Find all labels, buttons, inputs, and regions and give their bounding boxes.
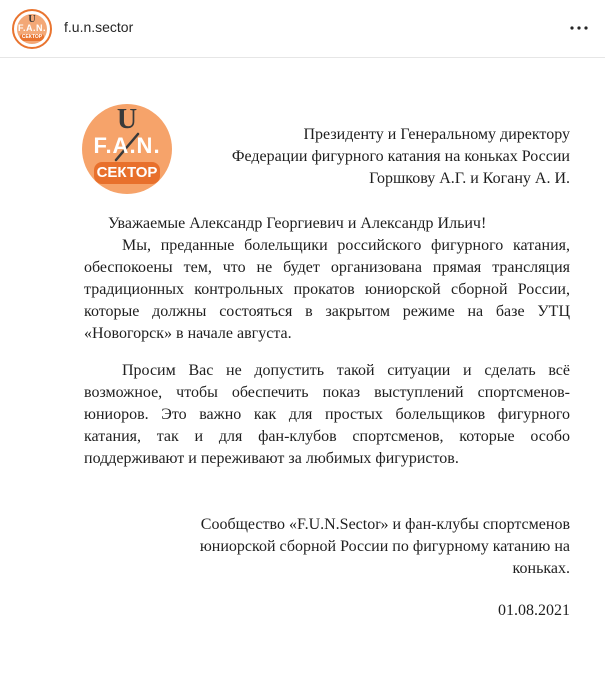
signature-block bbox=[110, 514, 570, 580]
addressee-line: Федерации фигурного катания на коньках России bbox=[231, 148, 570, 165]
addressee-line: Президенту и Генеральному директору bbox=[303, 126, 570, 143]
avatar[interactable] bbox=[12, 9, 52, 49]
username-link[interactable]: f.u.n.sector bbox=[64, 19, 134, 35]
more-horizontal-icon bbox=[567, 16, 591, 40]
logo-u: U bbox=[116, 104, 138, 135]
more-options-button[interactable] bbox=[567, 16, 591, 40]
avatar-logo-u: U bbox=[28, 14, 36, 25]
avatar-logo bbox=[17, 14, 47, 44]
signature-line: юниорской сборной России по фигурному катанию на bbox=[199, 538, 570, 555]
avatar-logo-sektor: СЕКТОР bbox=[21, 34, 43, 40]
post-image-letter bbox=[0, 58, 605, 679]
paragraph-plea: Просим Вас не допустить такой ситуации и сделать всё возможное, чтобы обеспечить показ выступлений спортсменов-юниоров. Это важно как для простых болельщиков фигурного катания, так и для фан-клубов спортсменов, которые особо поддерживают и переживают за любимых фигуристов. bbox=[84, 362, 570, 467]
greeting: Уважаемые Александр Георгиевич и Александр Ильич! bbox=[108, 215, 487, 232]
signature-line: коньках. bbox=[512, 560, 570, 577]
post-header bbox=[0, 0, 605, 58]
paragraph-request-broadcast: Мы, преданные болельщики российского фигурного катания, обеспокоены тем, что не будет организована прямая трансляция традиционных контрольных прокатов юниорской сборной России, которые должны состояться в закрытом режиме на базе УТЦ «Новогорск» в начале августа. bbox=[84, 237, 570, 342]
addressee-line: Горшкову А.Г. и Когану А. И. bbox=[369, 170, 570, 187]
avatar-logo-fan: F.A.N. bbox=[17, 23, 46, 33]
logo-fan: F.A.N. bbox=[93, 133, 161, 158]
letter-date: 01.08.2021 bbox=[498, 602, 570, 619]
addressee-block bbox=[150, 124, 570, 190]
logo-sektor: СЕКТОР bbox=[94, 162, 160, 184]
signature-line: Сообщество «F.U.N.Sector» и фан-клубы спортсменов bbox=[200, 516, 570, 533]
